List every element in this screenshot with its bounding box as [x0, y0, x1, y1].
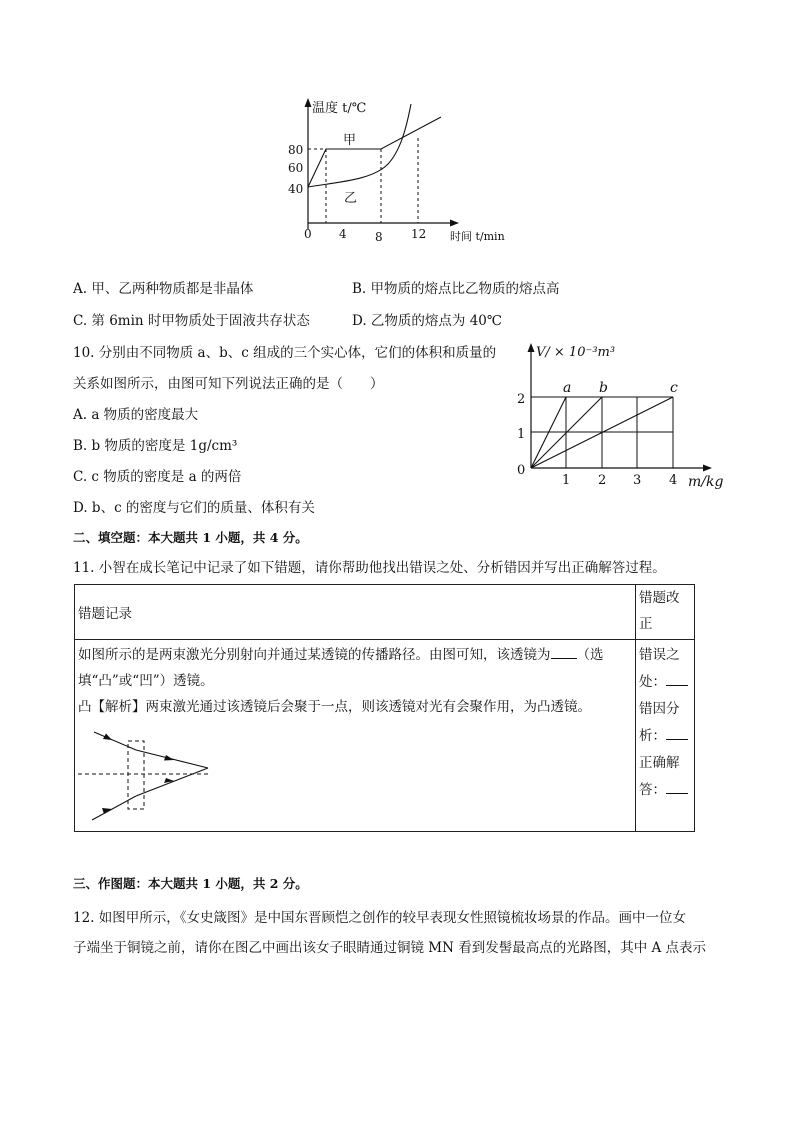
q9-option-d: D. 乙物质的熔点为 40℃ — [352, 313, 502, 329]
y-tick-80: 80 — [288, 143, 304, 157]
error-record-table — [74, 584, 695, 832]
answer-text: 凸【解析】两束激光通过该透镜后会聚于一点，则该透镜对光有会聚作用，为凸透镜。 — [78, 699, 591, 715]
temperature-time-graph — [278, 94, 518, 249]
v-tick-0: 0 — [517, 463, 526, 478]
problem-text-a: 如图所示的是两束激光分别射向并通过某透镜的传播路径。由图可知，该透镜为 — [78, 647, 551, 663]
v-tick-1: 1 — [517, 427, 526, 442]
q10-stem-line2: 关系如图所示，由图可知下列说法正确的是（ ） — [73, 376, 384, 392]
x-axis-label: 时间 t/min — [450, 230, 505, 243]
q9-option-b: B. 甲物质的熔点比乙物质的熔点高 — [352, 281, 560, 297]
y-axis-label: 温度 t/℃ — [312, 101, 367, 116]
answer-blank[interactable] — [551, 646, 577, 659]
q10-option-a: A. a 物质的密度最大 — [73, 407, 199, 423]
q9-option-a: A. 甲、乙两种物质都是非晶体 — [73, 281, 254, 297]
correction-error-analysis: 错因分析： — [639, 696, 691, 750]
x-tick-0: 0 — [304, 227, 312, 241]
m-tick-2: 2 — [598, 473, 607, 488]
section3-heading: 三、作图题：本大题共 1 小题，共 2 分。 — [73, 876, 308, 891]
x-tick-4: 4 — [339, 227, 347, 241]
header-correction-text: 错题改正 — [639, 590, 680, 632]
table-header-record — [75, 585, 636, 640]
q12-line2: 子端坐于铜镜之前，请你在图乙中画出该女子眼睛通过铜镜 MN 看到发髻最高点的光路图，其中 A 点表示 — [73, 940, 707, 956]
correction-cell — [636, 640, 695, 832]
volume-mass-graph — [506, 338, 728, 493]
m-axis-label: m/kg — [688, 474, 724, 490]
line-label-a: a — [563, 380, 572, 396]
curve-label-yi: 乙 — [344, 191, 358, 206]
q10-option-b: B. b 物质的密度是 1g/cm³ — [73, 438, 238, 454]
table-header-correction — [636, 585, 695, 640]
x-tick-12: 12 — [411, 227, 427, 241]
m-tick-3: 3 — [633, 473, 642, 488]
right-answer-blank[interactable] — [666, 781, 688, 794]
problem-text-b: （选填“凸”或“凹”）透镜。 — [78, 647, 604, 689]
q12-line1: 12. 如图甲所示，《女史箴图》是中国东晋顾恺之创作的较早表现女性照镜梳妆场景的作品。画中一位女 — [73, 910, 687, 926]
q11-stem: 11. 小智在成长笔记中记录了如下错题，请你帮助他找出错误之处、分析错因并写出正确解答过程。 — [73, 560, 666, 576]
line-label-c: c — [670, 380, 678, 396]
v-axis-label: V/ × 10⁻³m³ — [536, 345, 616, 360]
q10-stem-line1: 10. 分别由不同物质 a、b、c 组成的三个实心体，它们的体积和质量的 — [73, 345, 497, 361]
error-location-blank[interactable] — [666, 673, 688, 686]
problem-cell — [75, 640, 636, 832]
x-tick-8: 8 — [375, 230, 383, 244]
error-analysis-blank[interactable] — [666, 727, 688, 740]
q9-option-c: C. 第 6min 时甲物质处于固液共存状态 — [73, 313, 310, 329]
line-label-b: b — [599, 380, 608, 396]
lens-diagram — [78, 722, 218, 822]
correction-right-answer: 正确解答： — [639, 750, 691, 804]
v-tick-2: 2 — [517, 392, 526, 407]
y-tick-40: 40 — [288, 182, 304, 196]
q10-option-c: C. c 物质的密度是 a 的两倍 — [73, 469, 242, 485]
m-tick-1: 1 — [562, 473, 571, 488]
m-tick-4: 4 — [669, 473, 678, 488]
header-record-text: 错题记录 — [78, 606, 132, 622]
y-tick-60: 60 — [288, 161, 304, 175]
q10-option-d: D. b、c 的密度与它们的质量、体积有关 — [73, 500, 315, 516]
curve-label-jia: 甲 — [343, 133, 357, 148]
section2-heading: 二、填空题：本大题共 1 小题，共 4 分。 — [73, 530, 308, 545]
correction-error-location: 错误之处： — [639, 642, 691, 696]
